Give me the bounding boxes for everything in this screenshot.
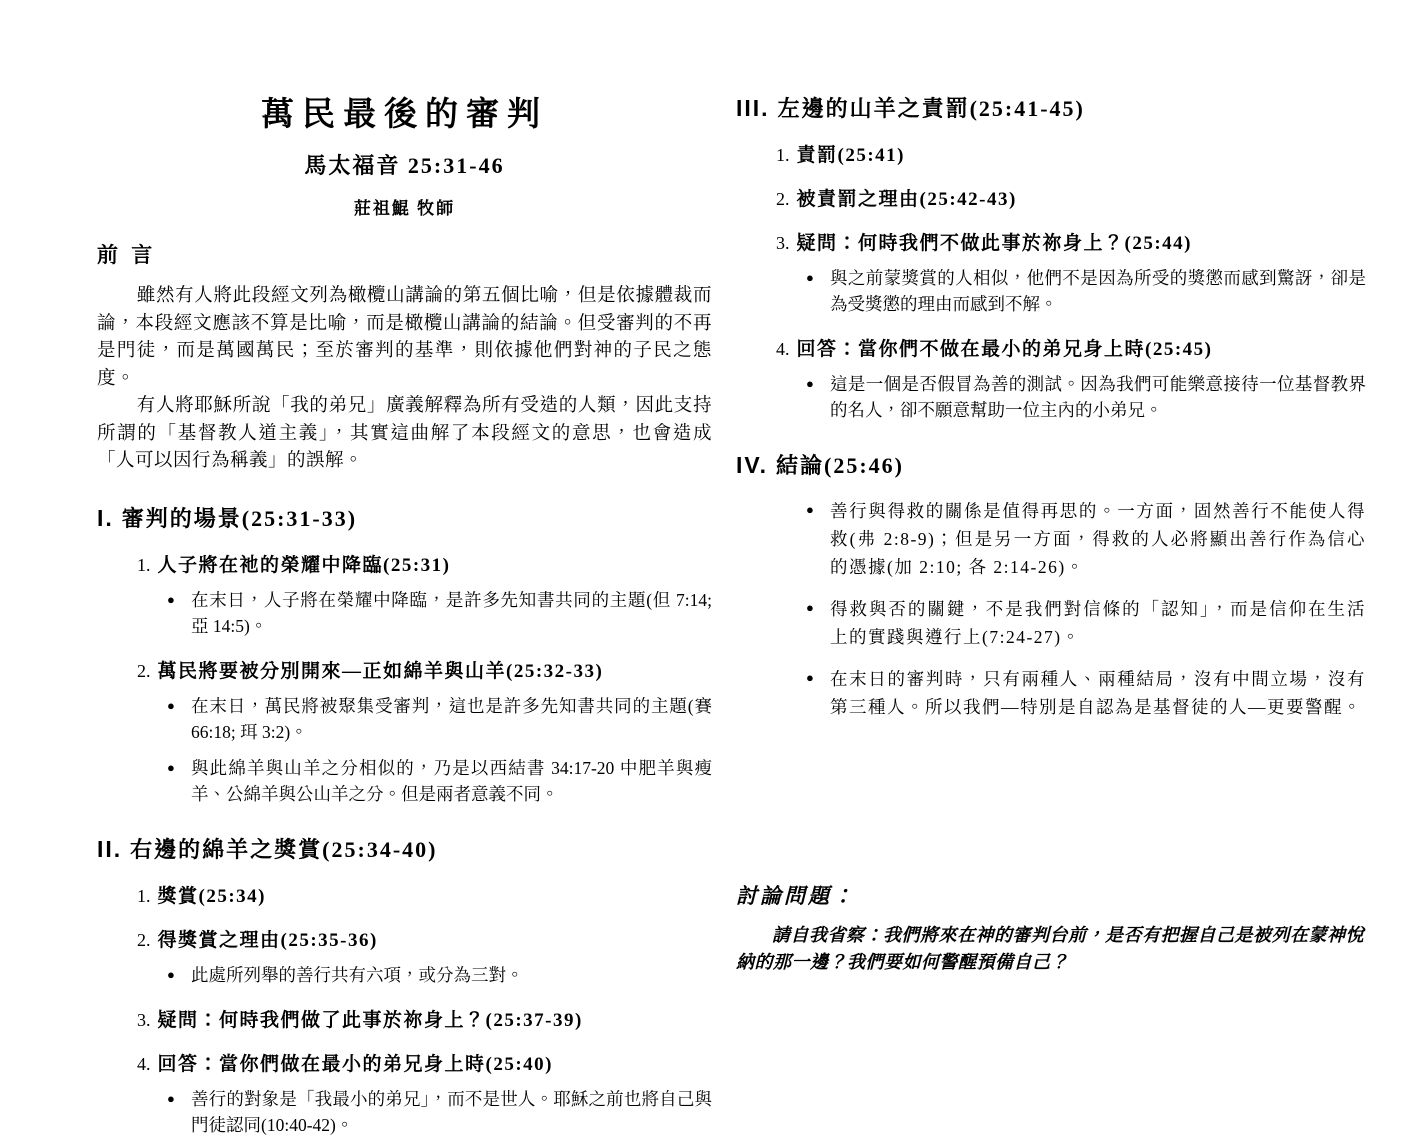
- bullet-point: [167, 587, 712, 639]
- bullet-point: [167, 693, 712, 745]
- bullet-point: [167, 1086, 712, 1138]
- item-number: 4.: [776, 339, 790, 359]
- preface-paragraph: 有人將耶穌所說「我的弟兄」廣義解釋為所有受造的人類，因此支持所謂的「基督教人道主義」，其實這曲解了本段經文的意思，也會造成「人可以因行為稱義」的誤解。: [97, 396, 712, 471]
- author-name: 莊祖鯤 牧師: [353, 199, 456, 218]
- outline-item: [137, 1049, 712, 1138]
- outline-item: [137, 550, 712, 639]
- right-column: [736, 92, 1366, 972]
- item-title: 人子將在祂的榮耀中降臨(25:31): [157, 554, 451, 576]
- bullet-icon: ●: [806, 270, 814, 285]
- preface-section: [97, 239, 712, 476]
- item-number: 1.: [137, 885, 151, 906]
- bullet-text: 與此綿羊與山羊之分相似的，乃是以西結書 34:17-20 中肥羊與瘦羊、公綿羊與公山羊之分。但是兩者意義不同。: [191, 757, 712, 804]
- outline-item: [776, 184, 1366, 211]
- item-number: 1.: [137, 554, 151, 575]
- section-heading: [97, 833, 712, 864]
- bullet-icon: ●: [167, 591, 175, 607]
- section-sheep-reward: [97, 833, 712, 1138]
- bullet-icon: ●: [167, 759, 175, 775]
- item-heading: [776, 334, 1366, 361]
- section-numeral: II.: [97, 835, 123, 862]
- bullet-icon: ●: [806, 600, 816, 615]
- item-number: 4.: [137, 1053, 151, 1074]
- item-title: 獎賞(25:34): [157, 885, 266, 907]
- bullet-text: 善行的對象是「我最小的弟兄」，而不是世人。耶穌之前也將自己與門徒認同(10:40-42)。: [191, 1088, 712, 1135]
- bullet-text: 此處所列舉的善行共有六項，或分為三對。: [191, 964, 524, 985]
- bullet-text: 在末日的審判時，只有兩種人、兩種結局，沒有中間立場，沒有第三種人。所以我們—特別是自認為是基督徒的人—更要警醒。: [830, 669, 1366, 717]
- section-title: 審判的場景(25:31-33): [121, 505, 358, 531]
- section-title: 左邊的山羊之責罰(25:41-45): [777, 96, 1085, 121]
- bullet-icon: ●: [806, 670, 816, 685]
- item-title: 萬民將要被分別開來—正如綿羊與山羊(25:32-33): [157, 660, 604, 682]
- outline-item: [137, 1005, 712, 1032]
- preface-paragraph: 雖然有人將此段經文列為橄欖山講論的第五個比喻，但是依據體裁而論，本段經文應該不算是比喻，而是橄欖山講論的結論。但受審判的不再是門徒，而是萬國萬民；至於審判的基準，則依據他們對神的子民之態度。: [97, 286, 712, 389]
- item-title: 疑問：何時我們做了此事於祢身上？(25:37-39): [157, 1009, 583, 1031]
- section-goats-punishment: [736, 92, 1366, 423]
- item-title: 回答：當你們不做在最小的弟兄身上時(25:45): [796, 339, 1213, 360]
- item-title: 責罰(25:41): [796, 145, 905, 166]
- item-number: 2.: [137, 929, 151, 950]
- item-title: 疑問：何時我們不做此事於祢身上？(25:44): [796, 233, 1192, 254]
- item-number: 2.: [137, 660, 151, 681]
- section-title: 右邊的綿羊之獎賞(25:34-40): [130, 836, 438, 862]
- item-heading: [776, 184, 1366, 211]
- item-title: 回答：當你們做在最小的弟兄身上時(25:40): [157, 1053, 553, 1075]
- bullet-text: 這是一個是否假冒為善的測試。因為我們可能樂意接待一位基督教界的名人，卻不願意幫助一位主內的小弟兄。: [830, 374, 1366, 420]
- item-heading: [137, 656, 712, 683]
- item-title: 得獎賞之理由(25:35-36): [157, 929, 378, 951]
- item-heading: [776, 228, 1366, 255]
- outline-item: [776, 497, 1366, 721]
- outline-item: [137, 656, 712, 807]
- bullet-text: 與之前蒙獎賞的人相似，他們不是因為所受的獎懲而感到驚訝，卻是為受獎懲的理由而感到不解。: [830, 268, 1366, 314]
- item-number: 3.: [776, 233, 790, 253]
- discussion-heading: 討論問題：: [736, 884, 856, 908]
- item-heading: [137, 925, 712, 952]
- section-numeral: IV.: [736, 452, 769, 478]
- section-numeral: III.: [736, 95, 770, 121]
- bullet-icon: ●: [806, 502, 816, 517]
- section-numeral: I.: [97, 504, 114, 531]
- item-heading: [137, 1005, 712, 1032]
- outline-item: [776, 334, 1366, 423]
- item-heading: [137, 550, 712, 577]
- bullet-icon: ●: [806, 376, 814, 391]
- bullet-point: [806, 665, 1366, 721]
- document-header: [97, 88, 712, 219]
- item-number: 1.: [776, 145, 790, 165]
- preface-heading: 前 言: [97, 243, 157, 267]
- outline-item: [137, 881, 712, 908]
- bullet-point: [806, 265, 1366, 317]
- bullet-icon: ●: [167, 1090, 175, 1106]
- bullet-point: [806, 595, 1366, 651]
- bullet-point: [167, 755, 712, 807]
- bullet-point: [167, 962, 712, 988]
- section-heading: [97, 502, 712, 533]
- left-column: [97, 88, 712, 1138]
- bullet-text: 得救與否的關鍵，不是我們對信條的「認知」，而是信仰在生活上的實踐與遵行上(7:24-27)。: [830, 599, 1366, 647]
- section-conclusion: [736, 449, 1366, 721]
- bullet-point: [806, 371, 1366, 423]
- bullet-text: 在末日，萬民將被聚集受審判，這也是許多先知書共同的主題(賽 66:18; 珥 3:2)。: [191, 695, 712, 742]
- outline-item: [776, 228, 1366, 317]
- bullet-text: 善行與得救的關係是值得再思的。一方面，固然善行不能使人得救(弗 2:8-9)；但是另一方面，得救的人必將顯出善行作為信心的憑據(加 2:10; 各 2:14-26)。: [830, 501, 1366, 577]
- bullet-text: 在末日，人子將在榮耀中降臨，是許多先知書共同的主題(但 7:14; 亞 14:5)。: [191, 589, 712, 636]
- outline-item: [776, 140, 1366, 167]
- item-title: 被責罰之理由(25:42-43): [796, 189, 1017, 210]
- scripture-reference: 馬太福音 25:31-46: [304, 153, 505, 178]
- section-heading: [736, 92, 1366, 123]
- discussion-section: [736, 880, 1366, 976]
- discussion-text: 請自我省察：我們將來在神的審判台前，是否有把握自己是被列在蒙神悅納的那一邊？我們要如何警醒預備自己？: [736, 925, 1364, 972]
- page-title: 萬民最後的審判: [261, 97, 548, 133]
- item-heading: [776, 140, 1366, 167]
- section-judgment-scene: [97, 502, 712, 807]
- section-heading: [736, 449, 1366, 480]
- item-heading: [137, 1049, 712, 1076]
- item-heading: [137, 881, 712, 908]
- section-title: 結論(25:46): [776, 453, 904, 478]
- outline-item: [137, 925, 712, 988]
- bullet-point: [806, 497, 1366, 581]
- bullet-icon: ●: [167, 697, 175, 713]
- item-number: 2.: [776, 189, 790, 209]
- bullet-icon: ●: [167, 966, 175, 982]
- item-number: 3.: [137, 1009, 151, 1030]
